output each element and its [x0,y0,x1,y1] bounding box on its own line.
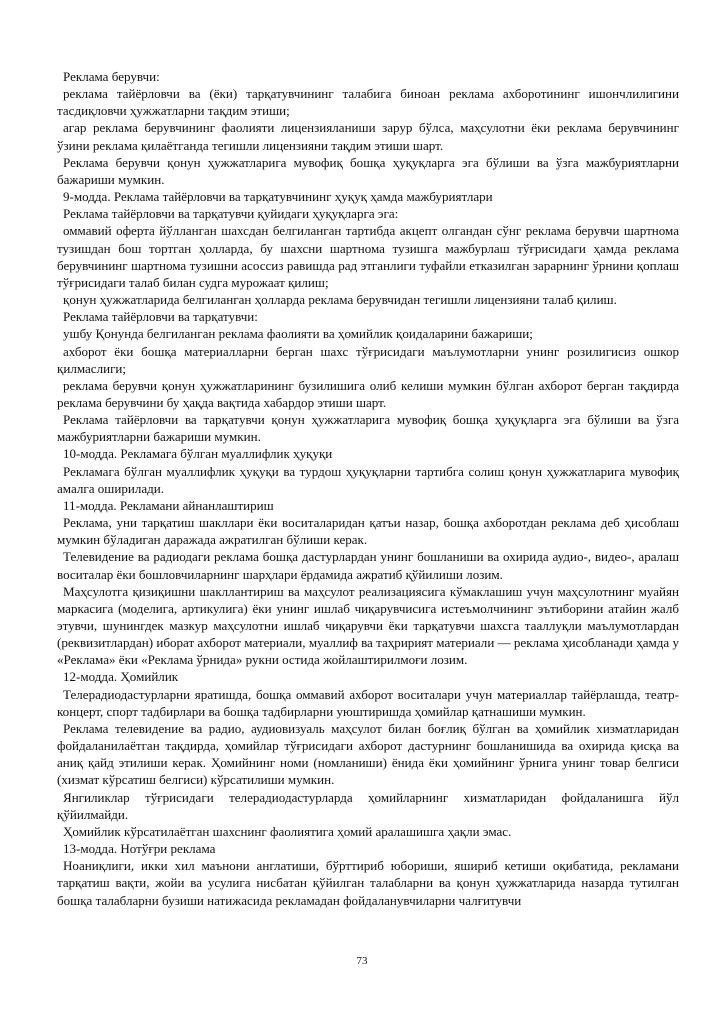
section-line: Реклама тайёрловчи ва тарқатувчи: [63,309,258,325]
paragraph: Рекламага бўлган муаллифлик ҳуқуқи ва турдош ҳуқуқларни тартибга солиш қонун ҳужжатларига мувофиқ амалга оширилади. [57,463,679,496]
paragraph: Реклама берувчи қонун ҳужжатларига мувофиқ бошқа ҳуқуқларга эга бўлиши ва ўзга мажбуриятларни бажариши мумкин. [57,154,679,187]
paragraph: Ҳомийлик кўрсатилаётган шахснинг фаолиятига ҳомий аралашишга ҳақли эмас. [63,823,512,839]
paragraph: агар реклама берувчининг фаолияти лицензияланиши зарур бўлса, маҳсулотни ёки реклама берувчининг ўзини реклама қилаётганда тегишли лицензияни тақдим этиши шарт. [57,120,679,153]
paragraph: Ноаниқлиги, икки хил маънони англатиши, бўрттириб юбориши, яшириб кетиши оқибатида, рекламани тарқатиш вақти, жойи ва усулига нисбатан қўйилган талабларни ва қонун ҳужжатларида назарда тутилган бошқа талабларни бузиши натижасида рекламадан фойдаланувчиларни чалғитувчи [57,858,679,908]
paragraph: Реклама тайёрловчи ва тарқатувчи қонун ҳужжатларига мувофиқ бошқа ҳуқуқларга эга бўлиши ва ўзга мажбуриятларни бажариши мумкин. [57,412,679,445]
paragraph: Янгиликлар тўғрисидаги телерадиодастурларда ҳомийларнинг хизматларидан фойдаланишга йўл қўйилмайди. [57,789,679,822]
paragraph: ушбу Қонунда белгиланган реклама фаолияти ва ҳомийлик қоидаларини бажариши; [63,326,533,342]
section-line: 13-модда. Нотўғри реклама [63,841,216,857]
paragraph: оммавий оферта йўлланган шахсдан белгиланган тартибда акцепт олгандан сўнг реклама берувчи шартнома тузишдан бош тортган ҳолларда, бу шахсни шартнома тузишга мажбурлаш тўғрисидаги ҳамда реклама берувчининг шартнома тузишни асоссиз равишда рад этганлиги туфайли етказилган зарарнинг ўрнини қоплаш тўғрисидаги талаб билан судга мурожаат қилиш; [57,223,679,290]
section-line: 12-модда. Ҳомийлик [63,669,179,685]
section-line: Реклама берувчи: [63,69,160,84]
paragraph: реклама берувчи қонун ҳужжатларининг бузилишига олиб келиши мумкин бўлган ахборот берган тақдирда реклама берувчини бу ҳақда вақтида хабардор этиши шарт. [57,377,679,410]
body-text [57,68,679,909]
paragraph: Реклама телевидение ва радио, аудиовизуаль маҳсулот билан боғлиқ бўлган ва ҳомийлик хизматларидан фойдаланилаётган тақдирда, ҳомийлар тўғрисидаги ахборот дастурнинг бошланишида ва охирида қисқа ва аниқ қайд этилиши керак. Ҳомийнинг номи (номланиши) ёнида ёки ҳомийнинг ўрнига унинг товар белгиси (хизмат кўрсатиш белгиси) кўрсатилиши мумкин. [57,720,679,788]
paragraph: реклама тайёрловчи ва (ёки) тарқатувчининг талабига биноан реклама ахборотининг ишончлилигини тасдиқловчи ҳужжатларни тақдим этиши; [57,86,679,119]
section-line: 11-модда. Рекламани айнанлаштириш [63,497,274,513]
paragraph: Телерадиодастурларни яратишда, бошқа оммавий ахборот воситалари учун материаллар тайёрлашда, театр-концерт, спорт тадбирлари ва бошқа тадбирларни уюштиришда ҳомийлар қатнашиши мумкин. [57,686,679,719]
section-line: 10-модда. Рекламага бўлган муаллифлик ҳуқуқи [63,446,333,462]
paragraph: қонун ҳужжатларида белгиланган ҳолларда реклама берувчидан тегишли лицензияни талаб қилиш. [63,292,617,308]
section-line: Реклама тайёрловчи ва тарқатувчи қуйидаги ҳуқуқларга эга: [63,206,399,222]
paragraph: Телевидение ва радиодаги реклама бошқа дастурлардан унинг бошланиши ва охирида аудио-, видео-, аралаш воситалар ёки бошловчиларнинг шарҳлари ёрдамида ажратиб қўйилиши лозим. [57,549,679,582]
page-number: 73 [356,955,368,967]
paragraph: Реклама, уни тарқатиш шакллари ёки воситаларидан қатъи назар, бошқа ахборотдан реклама деб ҳисоблаш мумкин бўладиган даражада ажратилган бўлиши керак. [57,515,679,548]
paragraph: Маҳсулотга қизиқишни шакллантириш ва маҳсулот реализациясига кўмаклашиш учун маҳсулотнинг муайян маркасига (моделига, артикулига) ёки унинг ишлаб чиқарувчисига истеъмолчининг эътиборини атайин жалб этувчи, шунингдек мазкур маҳсулотни ишлаб чиқарувчи ёки тарқатувчи шахсга тааллуқли маълумотлардан (реквизитлардан) иборат ахборот материали, муаллиф ва таҳририят материали — реклама ҳисобланади ҳамда у «Реклама» ёки «Реклама ўрнида» рукни остида жойлаштирилмоғи лозим. [57,583,679,668]
paragraph: ахборот ёки бошқа материалларни берган шахс тўғрисидаги маълумотларни унинг розилигисиз ошкор қилмаслиги; [57,343,679,376]
section-line: 9-модда. Реклама тайёрловчи ва тарқатувчининг ҳуқуқ ҳамда мажбуриятлари [63,189,493,205]
